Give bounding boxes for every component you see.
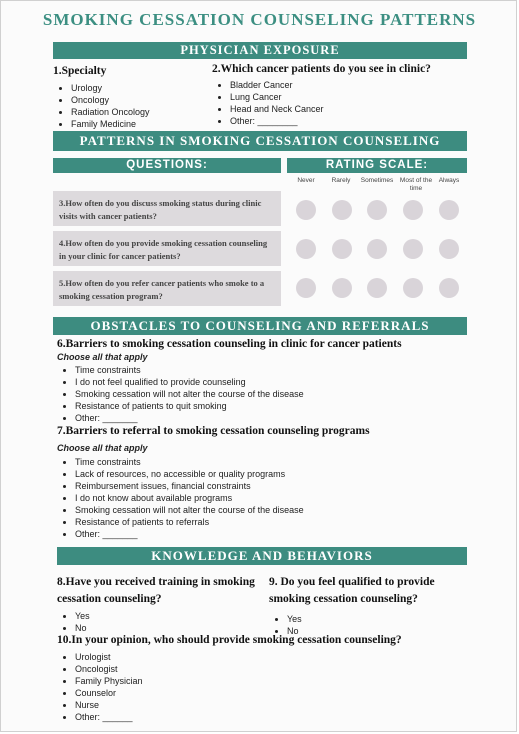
rating-scale-header: RATING SCALE: <box>287 158 467 173</box>
question-cancer-patients <box>212 63 472 127</box>
question-specialty <box>53 65 203 130</box>
option-patient-resistance[interactable]: • Resistance of patients to quit smoking <box>75 400 477 412</box>
rating-question-discuss: 3.How often do you discuss smoking status during clinic visits with cancer patients? <box>53 191 281 226</box>
rating-radio-never[interactable] <box>296 278 316 298</box>
option-oncology[interactable]: • Oncology <box>71 94 203 106</box>
rating-radio-most[interactable] <box>403 278 423 298</box>
rating-radio-always[interactable] <box>439 239 459 259</box>
option-lack-resources[interactable]: • Lack of resources, no accessible or quality programs <box>75 468 477 480</box>
questions-header: QUESTIONS: <box>53 158 281 173</box>
question-label: 6.Barriers to smoking cessation counseling in clinic for cancer patients <box>57 338 402 350</box>
scale-label-most: Most of the time <box>399 177 433 192</box>
section-header-physician-exposure: PHYSICIAN EXPOSURE <box>53 42 467 59</box>
option-list <box>57 456 477 540</box>
option-radiation-oncology[interactable]: • Radiation Oncology <box>71 106 203 118</box>
option-family-physician[interactable]: • Family Physician <box>75 675 477 687</box>
option-list <box>57 651 477 723</box>
rating-radio-most[interactable] <box>403 239 423 259</box>
rating-radio-never[interactable] <box>296 200 316 220</box>
rating-radio-sometimes[interactable] <box>367 200 387 220</box>
rating-radio-most[interactable] <box>403 200 423 220</box>
option-list <box>212 79 472 127</box>
scale-label-never: Never <box>297 177 315 184</box>
choose-all-note: Choose all that apply <box>57 443 148 453</box>
option-unknown-programs[interactable]: • I do not know about available programs <box>75 492 477 504</box>
question-label: 2.Which cancer patients do you see in clinic? <box>212 63 431 75</box>
option-urology[interactable]: • Urology <box>71 82 203 94</box>
section-header-knowledge: KNOWLEDGE AND BEHAVIORS <box>57 547 467 565</box>
scale-label-sometimes: Sometimes <box>360 177 394 184</box>
option-other[interactable]: • Other: _______ <box>75 528 477 540</box>
option-time-constraints[interactable]: • Time constraints <box>75 364 477 376</box>
rating-radio-rarely[interactable] <box>332 200 352 220</box>
rating-question-provide: 4.How often do you provide smoking cessation counseling in your clinic for cancer patients? <box>53 231 281 266</box>
option-nurse[interactable]: • Nurse <box>75 699 477 711</box>
rating-radio-always[interactable] <box>439 278 459 298</box>
question-label: 7.Barriers to referral to smoking cessation counseling programs <box>57 425 370 437</box>
option-not-alter-course[interactable]: • Smoking cessation will not alter the course of the disease <box>75 504 477 516</box>
option-not-qualified[interactable]: • I do not feel qualified to provide counseling <box>75 376 477 388</box>
choose-all-note: Choose all that apply <box>57 352 148 362</box>
rating-radio-rarely[interactable] <box>332 278 352 298</box>
option-no[interactable]: • No <box>75 622 257 634</box>
rating-question-refer: 5.How often do you refer cancer patients who smoke to a smoking cessation program? <box>53 271 281 306</box>
option-list <box>57 610 257 634</box>
rating-radio-sometimes[interactable] <box>367 278 387 298</box>
option-reimbursement[interactable]: • Reimbursement issues, financial constraints <box>75 480 477 492</box>
section-header-obstacles: OBSTACLES TO COUNSELING AND REFERRALS <box>53 317 467 335</box>
option-lung-cancer[interactable]: • Lung Cancer <box>230 91 472 103</box>
option-yes[interactable]: • Yes <box>287 613 469 625</box>
question-label: 9. Do you feel qualified to provide smoking cessation counseling? <box>269 576 435 605</box>
option-other[interactable]: • Other: ________ <box>230 115 472 127</box>
option-not-alter-course[interactable]: • Smoking cessation will not alter the course of the disease <box>75 388 477 400</box>
rating-radio-always[interactable] <box>439 200 459 220</box>
option-other[interactable]: • Other: ______ <box>75 711 477 723</box>
option-list <box>53 82 203 130</box>
option-urologist[interactable]: • Urologist <box>75 651 477 663</box>
option-oncologist[interactable]: • Oncologist <box>75 663 477 675</box>
scale-label-always: Always <box>438 177 460 184</box>
page-title: SMOKING CESSATION COUNSELING PATTERNS <box>42 10 477 29</box>
question-training <box>57 574 257 634</box>
option-list <box>57 364 477 424</box>
rating-radio-rarely[interactable] <box>332 239 352 259</box>
question-who-should-provide <box>57 634 477 723</box>
option-counselor[interactable]: • Counselor <box>75 687 477 699</box>
rating-radio-never[interactable] <box>296 239 316 259</box>
option-time-constraints[interactable]: • Time constraints <box>75 456 477 468</box>
option-head-neck-cancer[interactable]: • Head and Neck Cancer <box>230 103 472 115</box>
question-barriers-counseling <box>57 338 477 424</box>
option-no[interactable]: • No <box>287 625 469 637</box>
scale-label-rarely: Rarely <box>331 177 351 184</box>
question-label: 10.In your opinion, who should provide smoking cessation counseling? <box>57 634 402 646</box>
option-bladder-cancer[interactable]: • Bladder Cancer <box>230 79 472 91</box>
question-barriers-referral <box>57 425 477 540</box>
option-yes[interactable]: • Yes <box>75 610 257 622</box>
rating-radio-sometimes[interactable] <box>367 239 387 259</box>
section-header-patterns: PATTERNS IN SMOKING CESSATION COUNSELING <box>53 131 467 151</box>
option-family-medicine[interactable]: • Family Medicine <box>71 118 203 130</box>
question-label: 1.Specialty <box>53 65 107 77</box>
question-label: 8.Have you received training in smoking cessation counseling? <box>57 576 255 605</box>
option-other[interactable]: • Other: _______ <box>75 412 477 424</box>
option-patient-resistance-referrals[interactable]: • Resistance of patients to referrals <box>75 516 477 528</box>
question-qualified <box>269 574 469 637</box>
